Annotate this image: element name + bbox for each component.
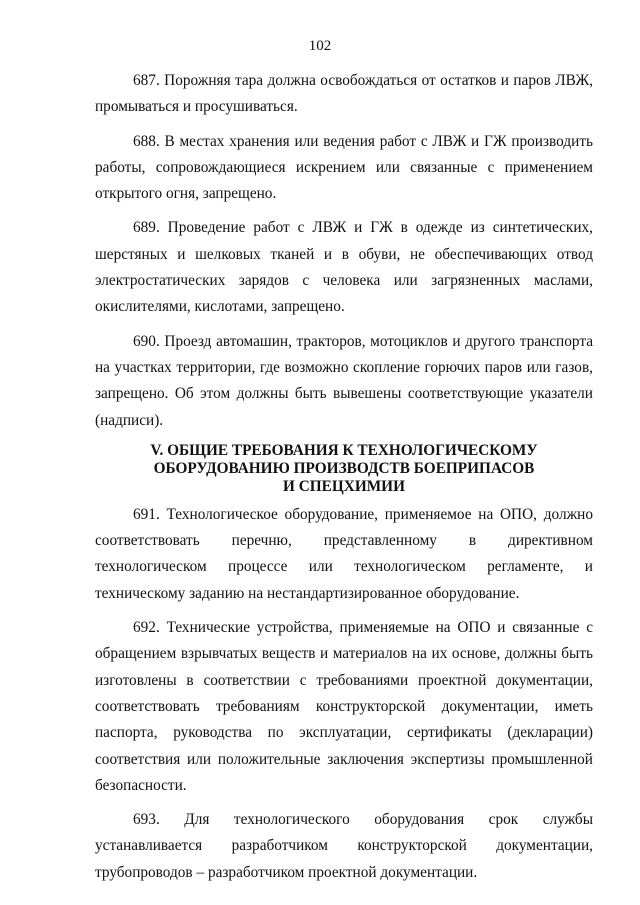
document-body bbox=[95, 68, 593, 894]
section-heading-line-3: И СПЕЦХИМИИ bbox=[283, 477, 405, 495]
section-heading-line-1: V. ОБЩИЕ ТРЕБОВАНИЯ К ТЕХНОЛОГИЧЕСКОМУ bbox=[150, 441, 538, 459]
paragraph-692: 692. Технические устройства, применяемые на ОПО и связанные с обращением взрывчатых веществ и материалов на их основе, должны быть изготовлены в соответствии с требованиями проектной документации, соответствовать требованиям конструкторской документации, иметь паспорта, руководства по эксплуатации, сертификаты (декларации) соответствия или положительные заключения экспертизы промышленной безопасности. bbox=[95, 619, 593, 794]
paragraph-687: 687. Порожняя тара должна освобождаться от остатков и паров ЛВЖ, промываться и просушиваться. bbox=[95, 72, 593, 116]
paragraph-693: 693. Для технологического оборудования срок службы устанавливается разработчиком конструкторской документации, трубопроводов – разработчиком проектной документации. bbox=[95, 811, 593, 881]
paragraph-688: 688. В местах хранения или ведения работ с ЛВЖ и ГЖ производить работы, сопровождающиеся искрением или связанные с применением открытого огня, запрещено. bbox=[95, 132, 593, 203]
paragraph-690: 690. Проезд автомашин, тракторов, мотоциклов и другого транспорта на участках территории, где возможно скопление горючих паров или газов, запрещено. Об этом должны быть вывешены соответствующие указатели (надписи). bbox=[95, 332, 593, 429]
section-heading bbox=[95, 442, 593, 496]
page-number: 102 bbox=[308, 38, 332, 54]
paragraph-691: 691. Технологическое оборудование, применяемое на ОПО, должно соответствовать перечню, представленному в директивном технологическом процессе или технологическом регламенте, и техническому заданию на нестандартизированное оборудование. bbox=[95, 505, 593, 602]
paragraph-689: 689. Проведение работ с ЛВЖ и ГЖ в одежде из синтетических, шерстяных и шелковых тканей и в обуви, не обеспечивающих отвод электростатических зарядов с человека или загрязненных маслами, окислителями, кислотами, запрещено. bbox=[95, 219, 593, 316]
section-heading-line-2: ОБОРУДОВАНИЮ ПРОИЗВОДСТВ БОЕПРИПАСОВ bbox=[153, 459, 535, 477]
